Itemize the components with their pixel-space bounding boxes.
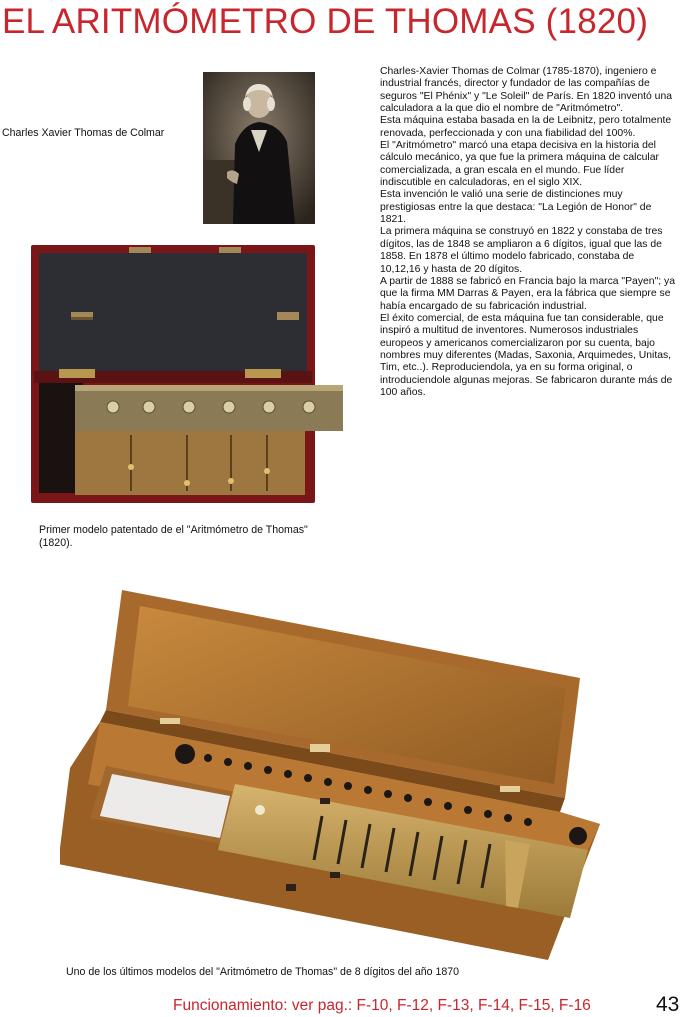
later-model-caption: Uno de los últimos modelos del "Aritmómetro de Thomas" de 8 dígitos del año 1870 xyxy=(66,966,460,978)
paragraph: Esta invención le valió una serie de distinciones muy prestigiosas entre la que destaca: "La Legión de Honor" de 1821. xyxy=(380,189,652,226)
later-model-photo xyxy=(60,588,602,960)
page-number: 43 xyxy=(656,993,680,1016)
paragraph: A partir de 1888 se fabricó en Francia bajo la marca "Payen"; ya que la firma MM Darras & Payen, era la fábrica que siempre se había encargado de su fabricación industrial. xyxy=(380,275,676,312)
page-title: EL ARITMÓMETRO DE THOMAS (1820) xyxy=(2,2,649,41)
footer-reference: Funcionamiento: ver pag.: F-10, F-12, F-13, F-14, F-15, F-16 xyxy=(173,997,591,1014)
portrait-caption: Charles Xavier Thomas de Colmar xyxy=(2,127,165,139)
paragraph: Esta máquina estaba basada en la de Leibnitz, pero totalmente renovada, perfeccionada y con una fiabilidad del 100%. xyxy=(380,115,672,139)
first-model-photo xyxy=(31,245,343,503)
portrait-photo xyxy=(203,72,315,224)
paragraph: La primera máquina se construyó en 1822 y constaba de tres dígitos, las de 1848 se ampliaron a 6 dígitos, igual que las de 1858. En 1878 el último modelo fabricado, constaba de 10,12,16 y hasta de 20 dígitos. xyxy=(380,226,663,275)
paragraph: El éxito comercial, de esta máquina fue tan considerable, que inspiró a multitud de inventores. Numerosos industriales europeos y americanos comercializaron por su cuenta, bajo nombres muy diferentes (Madas, Saxonia, Arquimedes, Unitas, Tim, etc..). Reproduciendola, ya en su forma original, o introduciendole algunas mejoras. Se fabricaron durante más de 100 años. xyxy=(380,312,673,398)
body-text xyxy=(380,66,676,399)
paragraph: Charles-Xavier Thomas de Colmar (1785-1870), ingeniero e industrial francés, director y fundador de las compañías de seguros "El Phénix" y "Le Soleil" de París. En 1820 inventó una calculadora a la que dio el nombre de "Aritmómetro". xyxy=(380,66,673,115)
first-model-caption: Primer modelo patentado de el "Aritmómetro de Thomas" (1820). xyxy=(39,524,308,549)
paragraph: El "Aritmómetro" marcó una etapa decisiva en la historia del cálculo mecánico, ya que fue la primera máquina de calcular comercializada, a gran escala en el mundo. Fue líder indiscutible en calculadoras, en el siglo XIX. xyxy=(380,140,659,189)
